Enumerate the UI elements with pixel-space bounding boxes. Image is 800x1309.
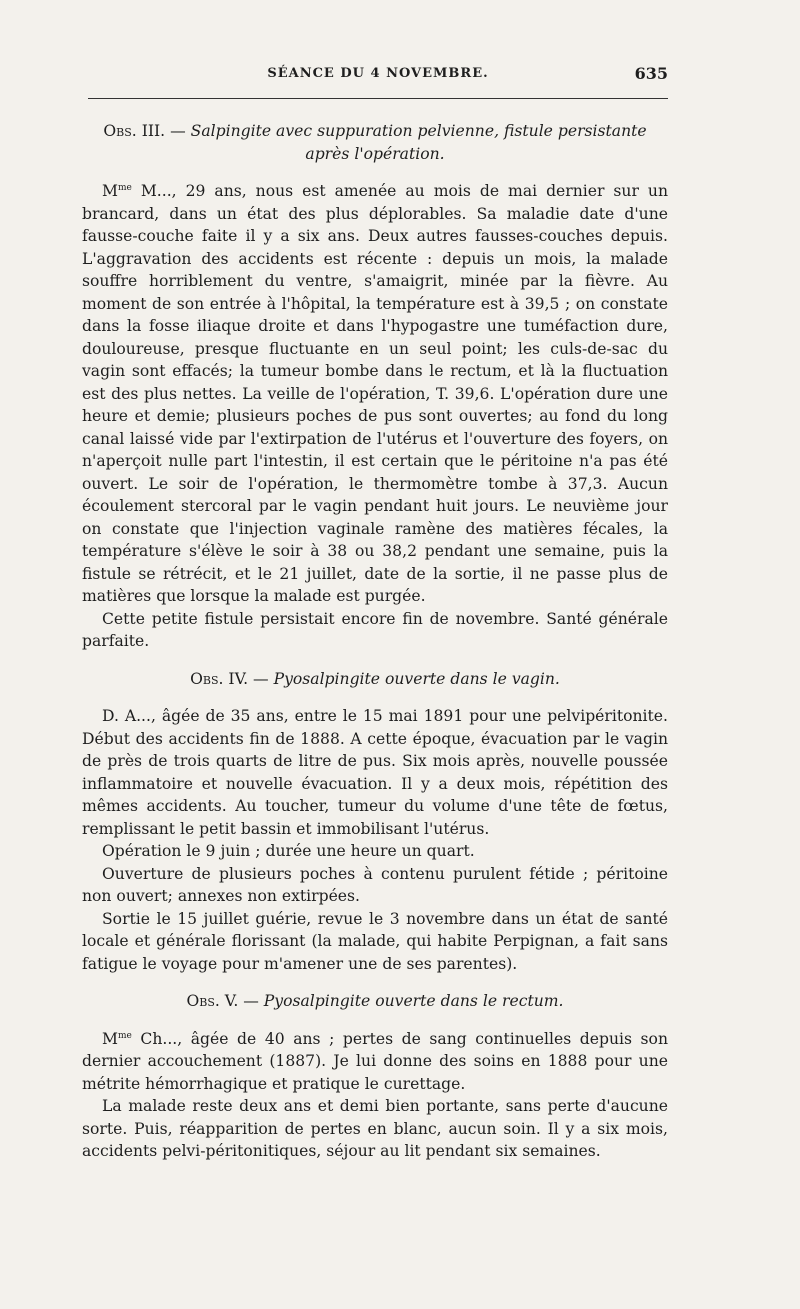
obs5-number: Obs. V. [186, 992, 239, 1010]
header-rule [88, 98, 668, 99]
obs5-p1-prefix: M [102, 1029, 118, 1048]
obs4-title: Pyosalpingite ouverte dans le vagin. [273, 669, 560, 688]
obs4-paragraph-1: D. A..., âgée de 35 ans, entre le 15 mai 1891 pour une pelvipéritonite. Début des accidents fin de 1888. A cette époque, évacuation par le vagin de près de trois quarts de litre de pus. Six mois après, nouvelle poussée inflammatoire et nouvelle évacuation. Il y a deux mois, répétition des mêmes accidents. Au toucher, tumeur du volume d'une tête de fœtus, remplissant le petit bassin et immobilisant l'utérus. [82, 707, 668, 838]
obs5-p1-sup: me [117, 1030, 132, 1041]
obs5-title: Pyosalpingite ouverte dans le rectum. [263, 992, 564, 1010]
obs3-p1-prefix: M [102, 182, 118, 200]
obs4-paragraph-3: Ouverture de plusieurs poches à contenu purulent fétide ; péritoine non ouvert; annexes non extirpées. [82, 864, 668, 905]
obs3-heading [82, 120, 668, 165]
obs3-paragraph-2: Cette petite fistule persistait encore fin de novembre. Santé générale parfaite. [82, 609, 668, 650]
obs3-p1-sup: me [117, 182, 132, 193]
obs3-dash: — [165, 122, 191, 140]
obs4-heading [82, 668, 668, 691]
header-title: SÉANCE DU 4 NOVEMBRE. [267, 66, 489, 81]
obs3-title-line1: Salpingite avec suppuration pelvienne, fistule persistante [190, 122, 647, 140]
obs3-number: Obs. III. [103, 122, 166, 140]
obs3-paragraph-1 [82, 180, 668, 608]
obs4-dash: — [248, 669, 274, 688]
obs3-p1-text: M..., 29 ans, nous est amenée au mois de mai dernier sur un brancard, dans un état des plus déplorables. Sa maladie date d'une fausse-couche faite il y a six ans. Deux autres fausses-couches depuis. L'aggravation des accidents est récente : depuis un mois, la malade souffre horriblement du ventre, s'amaigrit, minée par la fièvre. Au moment de son entrée à l'hôpital, la température est à 39,5 ; on constate dans la fosse iliaque droite et dans l'hypogastre une tuméfaction dure, douloureuse, presque fluctuante en un seul point; les culs-de-sac du vagin sont effacés; la tumeur bombe dans le rectum, et là la fluctuation est des plus nettes. La veille de l'opération, T. 39,6. L'opération dure une heure et demie; plusieurs poches de pus sont ouvertes; au fond du long canal laissé vide par l'extirpation de l'utérus et l'ouverture des foyers, on n'aperçoit nulle part l'intestin, il est certain que le péritoine n'a pas été ouvert. Le soir de l'opération, le thermomètre tombe à 37,3. Aucun écoulement stercoral par le vagin pendant huit jours. Le neuvième jour on constate que l'injection vaginale ramène des matières fécales, la température s'élève le soir à 38 ou 38,2 pendant une semaine, puis la fistule se rétrécit, et le 21 juillet, date de la sortie, il ne passe plus de matières que lorsque la malade est purgée. [82, 182, 668, 605]
obs4-number: Obs. IV. [190, 669, 249, 688]
obs5-heading [82, 990, 668, 1013]
obs3-title-line2: après l'opération. [305, 144, 445, 163]
obs4-paragraph-2: Opération le 9 juin ; durée une heure un quart. [102, 842, 475, 860]
obs5-paragraph-2: La malade reste deux ans et demi bien portante, sans perte d'aucune sorte. Puis, réapparition de pertes en blanc, aucun soin. Il y a six mois, accidents pelvi-péritonitiques, séjour au lit pendant six semaines. [82, 1097, 668, 1160]
obs5-paragraph-1 [82, 1028, 668, 1096]
page-body [82, 120, 668, 1163]
running-header [88, 60, 668, 94]
page-number: 635 [634, 64, 668, 83]
obs5-p1-text: Ch..., âgée de 40 ans ; pertes de sang continuelles depuis son dernier accouchement (1887). Je lui donne des soins en 1888 pour une métrite hémorrhagique et pratique le curettage. [82, 1029, 668, 1093]
obs4-paragraph-4: Sortie le 15 juillet guérie, revue le 3 novembre dans un état de santé locale et générale florissant (la malade, qui habite Perpignan, a fait sans fatigue le voyage pour m'amener une de ses parentes). [82, 909, 668, 973]
obs5-dash: — [238, 992, 264, 1010]
